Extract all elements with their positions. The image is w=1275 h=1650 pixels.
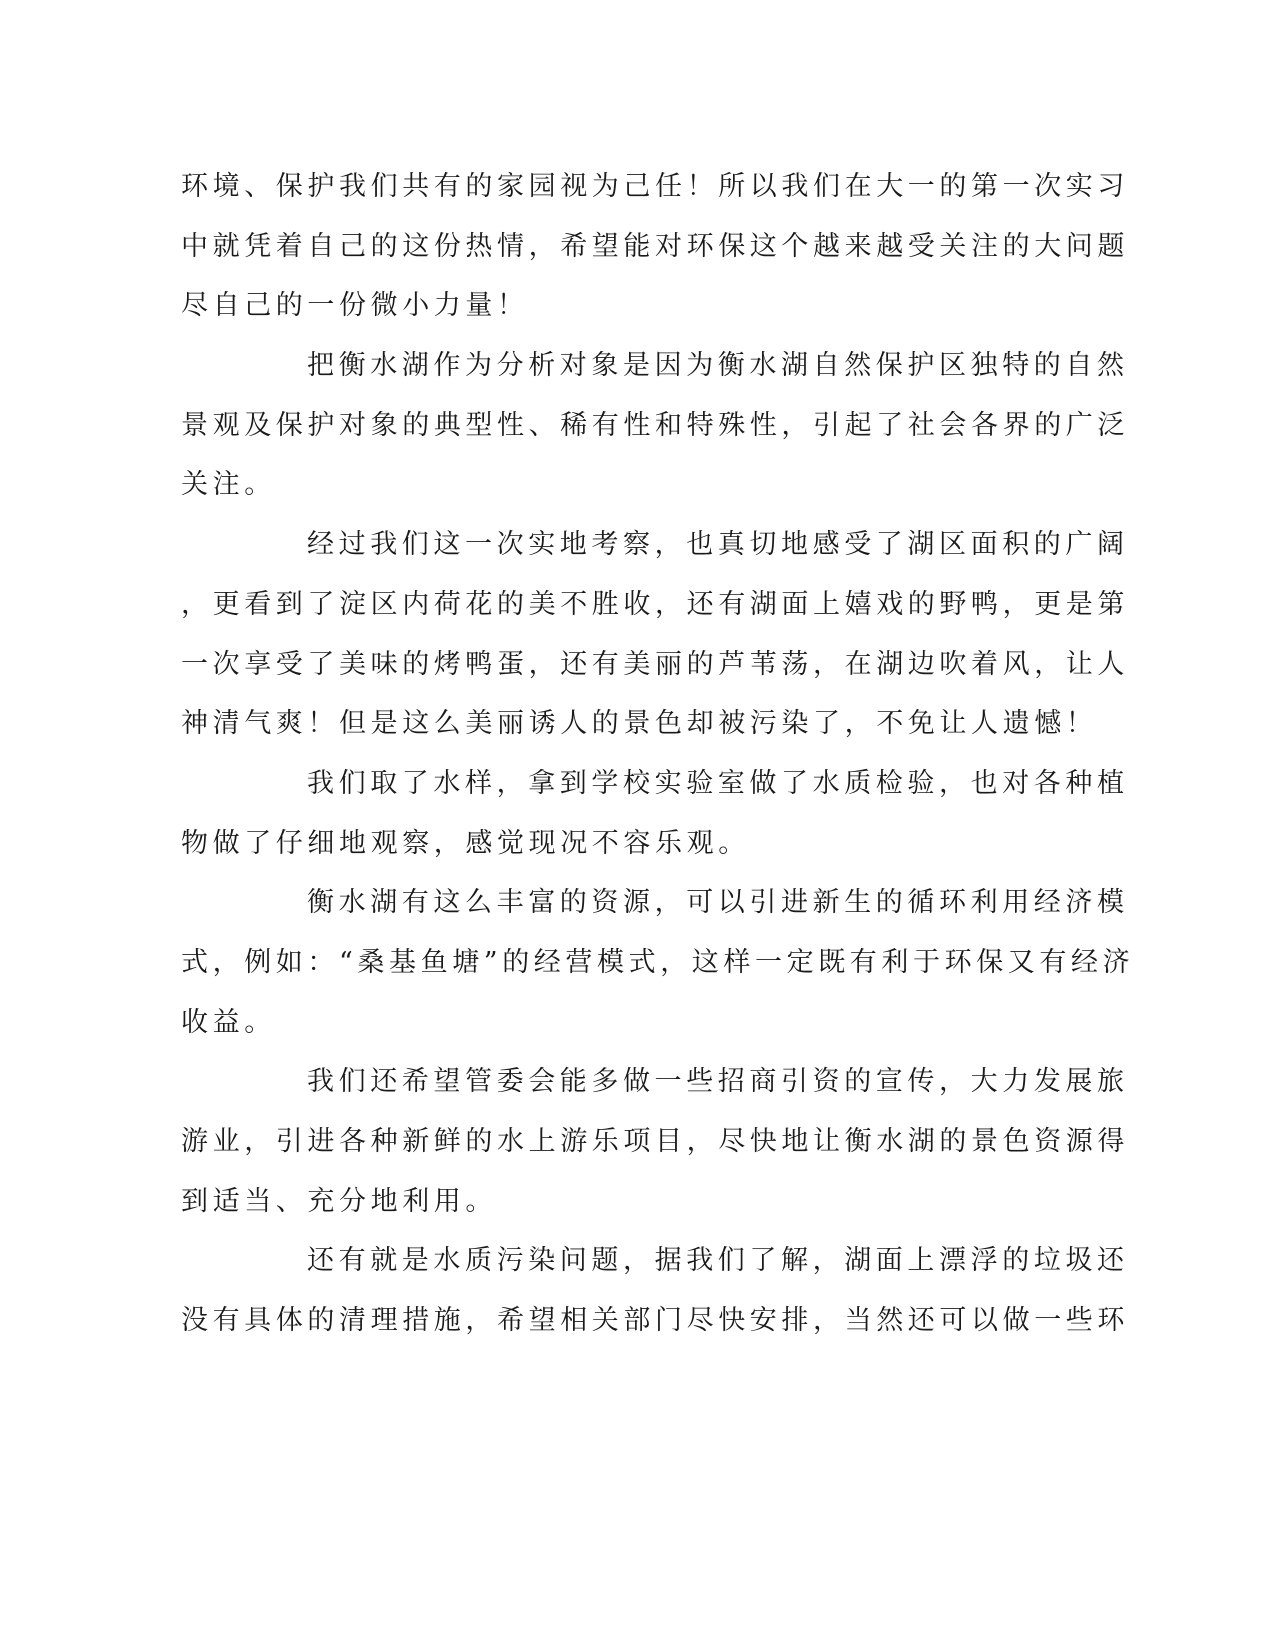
paragraph-first-line: 我们还希望管委会能多做一些招商引资的宣传，大力发展旅 bbox=[307, 1066, 1129, 1098]
text-line: ，更看到了淀区内荷花的美不胜收，还有湖面上嬉戏的野鸭，更是第 bbox=[181, 588, 1129, 620]
text-line: 景观及保护对象的典型性、稀有性和特殊性，引起了社会各界的广泛 bbox=[181, 409, 1129, 441]
text-line: 一次享受了美味的烤鸭蛋，还有美丽的芦苇荡，在湖边吹着风，让人 bbox=[181, 648, 1129, 680]
text-line: 尽自己的一份微小力量！ bbox=[181, 290, 529, 322]
text-line: 物做了仔细地观察，感觉现况不容乐观。 bbox=[181, 827, 750, 859]
paragraph-first-line: 经过我们这一次实地考察，也真切地感受了湖区面积的广阔 bbox=[307, 529, 1129, 561]
paragraph-first-line: 衡水湖有这么丰富的资源，可以引进新生的循环利用经济模 bbox=[307, 887, 1129, 919]
text-line: 游业，引进各种新鲜的水上游乐项目，尽快地让衡水湖的景色资源得 bbox=[181, 1126, 1129, 1157]
text-line: 环境、保护我们共有的家园视为己任！所以我们在大一的第一次实习 bbox=[181, 171, 1129, 202]
paragraph-first-line: 把衡水湖作为分析对象是因为衡水湖自然保护区独特的自然 bbox=[307, 350, 1129, 382]
paragraph-first-line: 我们取了水样，拿到学校实验室做了水质检验，也对各种植 bbox=[307, 767, 1129, 799]
document-body bbox=[181, 157, 1135, 1351]
text-line: 关注。 bbox=[181, 469, 276, 501]
text-line: 神清气爽！但是这么美丽诱人的景色却被污染了，不免让人遗憾！ bbox=[181, 708, 1098, 740]
text-line: 式，例如：“桑基鱼塘”的经营模式，这样一定既有利于环保又有经济 bbox=[181, 946, 1135, 978]
text-line: 收益。 bbox=[181, 1006, 276, 1038]
paragraph-first-line: 还有就是水质污染问题，据我们了解，湖面上漂浮的垃圾还 bbox=[307, 1245, 1129, 1277]
text-line: 没有具体的清理措施，希望相关部门尽快安排，当然还可以做一些环 bbox=[181, 1305, 1129, 1337]
text-line: 中就凭着自己的这份热情，希望能对环保这个越来越受关注的大问题 bbox=[181, 230, 1129, 262]
text-line: 到适当、充分地利用。 bbox=[181, 1185, 497, 1217]
